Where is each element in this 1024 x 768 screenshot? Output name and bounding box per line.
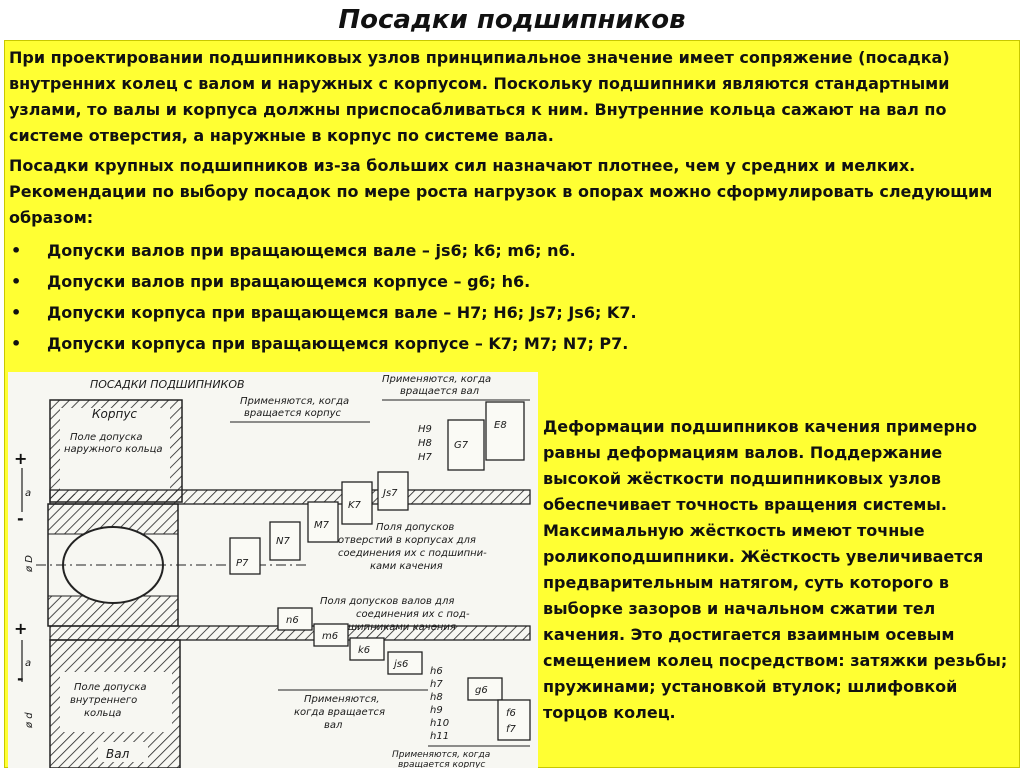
shaft-rotating-bottom-line-2: когда вращается [294, 707, 386, 718]
fit-H9: H9 [418, 424, 432, 435]
housing-rotating-bottom-line-2: вращается корпус [398, 760, 486, 768]
fit-g6: g6 [475, 685, 488, 696]
list-item-text: Допуски валов при вращающемся корпусе – g6; h6. [47, 272, 531, 291]
fit-K7: K7 [348, 500, 361, 511]
fit-E8-box [486, 402, 524, 460]
bullet-icon: • [11, 303, 22, 322]
housing-rotating-line-1: Применяются, когда [240, 396, 350, 407]
intro-paragraph-2: Посадки крупных подшипников из-за больших сил назначают плотнее, чем у средних и мелких. Рекомендации по выбору посадок по мере роста нагрузок в опорах можно сформулировать следующим образом: [9, 156, 993, 227]
inner-zone-line-2: внутреннего [70, 695, 138, 706]
slide-title: Посадки подшипников [338, 5, 686, 35]
shaft-rotating-bottom-line-3: вал [324, 720, 343, 731]
shaft-fields-line-3: шипниками качения [348, 622, 456, 633]
fit-h11: h11 [430, 731, 450, 742]
fit-G7: G7 [454, 440, 469, 451]
fit-H7: H7 [418, 452, 432, 463]
fit-f6: f6 [506, 708, 516, 719]
fit-k6: k6 [358, 645, 371, 656]
sign-plus-top: + [14, 449, 28, 468]
bullet-icon: • [11, 272, 22, 291]
fit-N7: N7 [276, 536, 290, 547]
recommendation-list [9, 235, 1014, 359]
shaft-fields-line-1: Поля допусков валов для [320, 596, 455, 607]
shaft-label: Вал [106, 747, 130, 761]
list-item [9, 235, 1014, 266]
housing-rotating-line-2: вращается корпус [244, 408, 342, 419]
dim-a-bottom: a [25, 658, 32, 669]
inner-zone-line-1: Поле допуска [74, 682, 147, 693]
fit-Js7: Js7 [383, 488, 398, 499]
fit-E8: E8 [494, 420, 507, 431]
side-paragraph: Деформации подшипников качения примерно равны деформациям валов. Поддержание высокой жёсткости подшипниковых узлов обеспечивает точность вращения системы. Максимальную жёсткость имеют точные роликоподшипники. Жёсткость увеличивается предварительным натягом, суть которого в выборке зазоров и начальном сжатии тел качения. Это достигается взаимным осевым смещением колец посредством: затяжки резьбы; пружинами; установкой втулок; шлифовкой торцов колец. [543, 417, 1008, 722]
fit-f7: f7 [506, 724, 516, 735]
fit-n6: n6 [286, 615, 299, 626]
shaft-rotating-bottom-line-1: Применяются, [304, 694, 380, 705]
fit-h8: h8 [430, 692, 443, 703]
fit-H8: H8 [418, 438, 432, 449]
housing-label: Корпус [92, 407, 138, 421]
list-item [9, 328, 1014, 359]
bearing-fit-diagram [8, 372, 538, 768]
fit-js6: js6 [394, 659, 409, 670]
fit-M7: M7 [314, 520, 329, 531]
outer-zone-line-2: наружного кольца [64, 444, 163, 455]
hole-fields-line-1: Поля допусков [376, 522, 455, 533]
hole-fields-line-3: соединения их с подшипни- [338, 548, 487, 559]
shaft-rotating-top-line-2: вращается вал [400, 386, 479, 397]
list-item-text: Допуски корпуса при вращающемся вале – H7; H6; Js7; Js6; K7. [47, 303, 637, 322]
sign-plus-bottom: + [14, 619, 28, 638]
fit-m6: m6 [322, 631, 339, 642]
fit-P7: P7 [236, 558, 249, 569]
intro-paragraph-1: При проектировании подшипниковых узлов принципиальное значение имеет сопряжение (посадка) внутренних колец с валом и наружных с корпусом. Поскольку подшипники являются стандартными узлами, то валы и корпуса должны приспосабливаться к ним. Внутренние кольца сажают на вал по системе отверстия, а наружные в корпус по системе вала. [9, 48, 950, 145]
bullet-icon: • [11, 241, 22, 260]
list-item [9, 297, 1014, 328]
diagram-heading: ПОСАДКИ ПОДШИПНИКОВ [90, 378, 245, 391]
outer-ring-band [50, 490, 530, 504]
bearing-fit-svg [8, 372, 538, 768]
hole-fields-line-2: отверстий в корпусах для [338, 535, 476, 546]
hole-fields-line-4: ками качения [370, 561, 443, 572]
list-item-text: Допуски корпуса при вращающемся корпусе – K7; M7; N7; P7. [47, 334, 629, 353]
fit-h9: h9 [430, 705, 443, 716]
sign-minus-bottom: - [17, 669, 24, 688]
intro-text [9, 45, 1014, 359]
inner-zone-line-3: кольца [84, 708, 122, 719]
fit-h10: h10 [430, 718, 450, 729]
sign-minus-top: - [17, 509, 24, 528]
dim-d: ø d [24, 712, 35, 728]
fit-h7: h7 [430, 679, 443, 690]
bullet-icon: • [11, 334, 22, 353]
housing-rotating-bottom-line-1: Применяются, когда [392, 750, 491, 760]
shaft-rotating-top-line-1: Применяются, когда [382, 374, 492, 385]
fit-h6: h6 [430, 666, 443, 677]
list-item [9, 266, 1014, 297]
list-item-text: Допуски валов при вращающемся вале – js6; k6; m6; n6. [47, 241, 576, 260]
outer-zone-line-1: Поле допуска [70, 432, 143, 443]
dim-D: ø D [24, 555, 35, 572]
shaft-fields-line-2: соединения их с под- [356, 609, 470, 620]
dim-a-top: a [25, 488, 32, 499]
